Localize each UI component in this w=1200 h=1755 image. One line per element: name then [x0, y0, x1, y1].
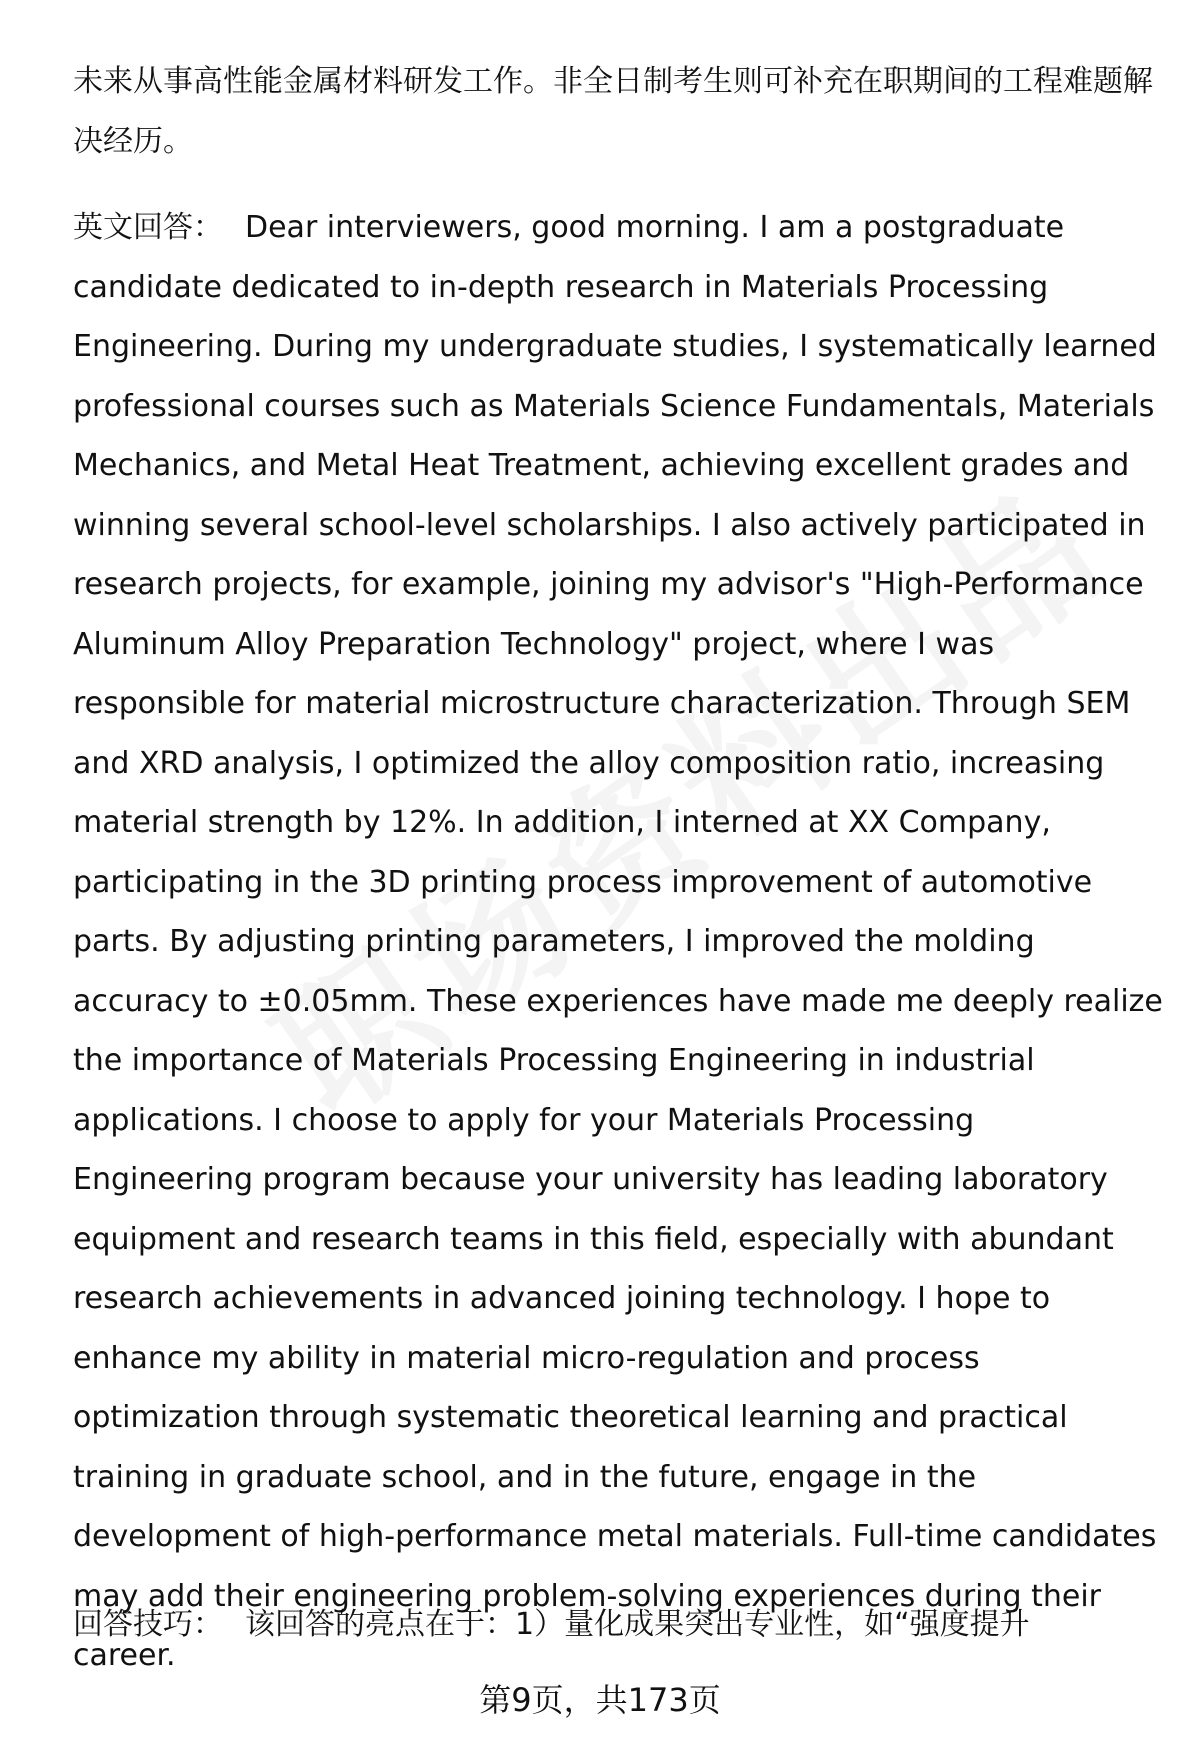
page-number: 第9页，共173页 [479, 1681, 721, 1719]
english-answer-text: Dear interviewers, good morning. I am a postgraduate candidate dedicated to in-depth research in Materials Processing Engineering. During my undergraduate studies, I systematically learned professional courses such as Materials Science Fundamentals, Materials Mechanics, and Metal Heat Treatment, achieving excellent grades and winning several school-level scholarships. I also actively participated in research projects, for example, joining my advisor's "High-Performance Aluminum Alloy Preparation Technology" project, where I was responsible for material microstructure characterization. Through SEM and XRD analysis, I optimized the alloy composition ratio, increasing material strength by 12%. In addition, I interned at XX Company, participating in the 3D printing process improvement of automotive parts. By adjusting printing parameters, I improved the molding accuracy to ±0.05mm. These experiences have made me deeply realize the importance of Materials Processing Engineering in industrial applications. I choose to apply for your Materials Processing Engineering program because your university has leading laboratory equipment and research teams in this field, especially with abundant research achievements in advanced joining technology. I hope to enhance my ability in material micro-regulation and process optimization through systematic theoretical learning and practical training in graduate school, and in the future, engage in the development of high-performance metal materials. Full-time candidates may add their engineering problem-solving experiences during their career. [73, 210, 1163, 1673]
tips-paragraph [73, 1595, 1163, 1655]
tips-text: 该回答的亮点在于：1）量化成果突出专业性，如“强度提升 [245, 1607, 1030, 1642]
english-answer-paragraph [73, 198, 1163, 1686]
tips-label: 回答技巧： [73, 1607, 223, 1642]
english-answer-label: 英文回答： [73, 210, 223, 245]
intro-paragraph: 未来从事高性能金属材料研发工作。非全日制考生则可补充在职期间的工程难题解决经历。 [73, 64, 1153, 159]
